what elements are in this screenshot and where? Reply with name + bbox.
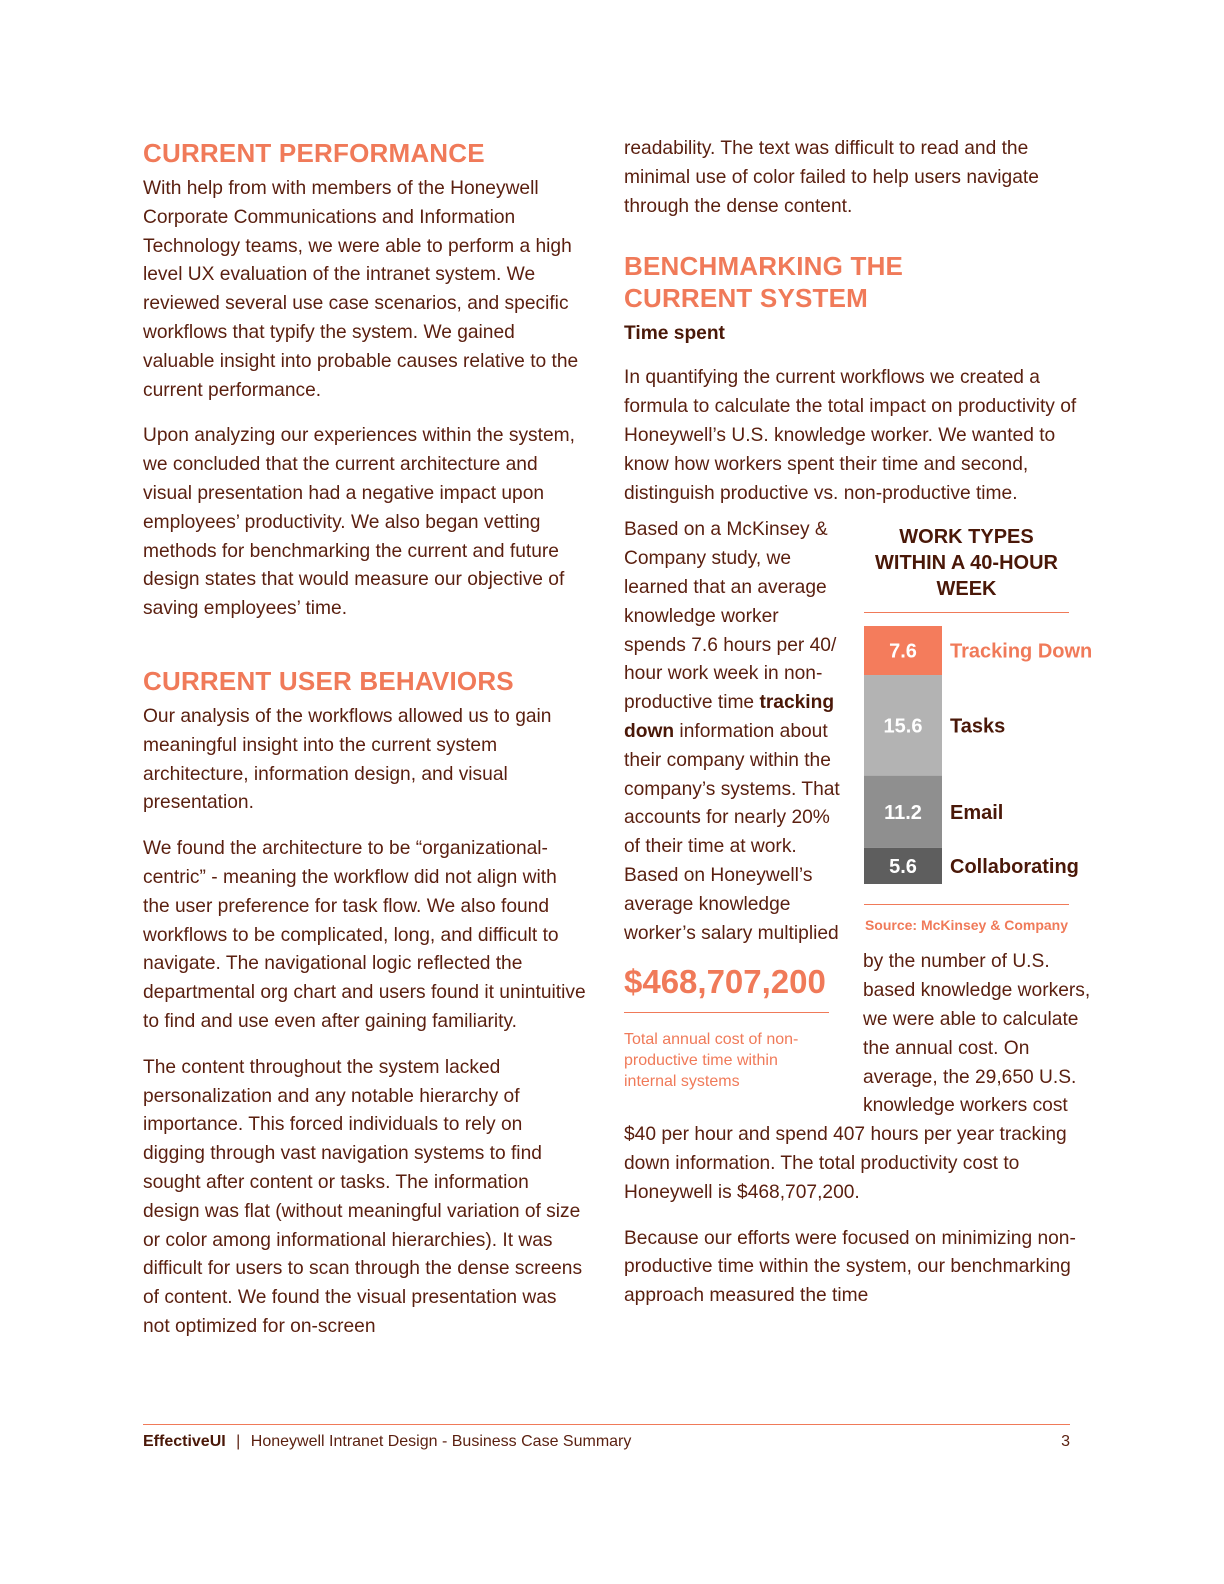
- mckinsey-flow-block: [624, 516, 1094, 1207]
- paragraph-quantifying: In quantifying the current workflows we created a formula to calculate the total impact on productivity of Honeywell’s U.S. knowledge worker. We wanted to know how workers spent their time and second, distinguish productive vs. non-productive time.: [624, 367, 1077, 504]
- page-footer: [143, 1424, 1070, 1451]
- heading-current-performance: CURRENT PERFORMANCE: [143, 138, 485, 168]
- work-types-chart: [864, 524, 1094, 933]
- paragraph-readability: readability. The text was difficult to read and the minimal use of color failed to help users navigate through the dense content.: [624, 138, 1039, 217]
- heading-benchmarking: BENCHMARKING THE CURRENT SYSTEM: [624, 251, 904, 314]
- footer-separator: |: [236, 1433, 241, 1450]
- mckinsey-text-b1: information about their company within the company’s systems. That accounts for nearly 20% of their time at work. Based on Honeywell’s average knowledge worker’s salary multiplied by the number of: [624, 720, 1013, 973]
- right-column: [624, 137, 1094, 1328]
- annual-cost-value: $468,707,200: [624, 962, 829, 1013]
- footer-page-number: 3: [1061, 1433, 1070, 1450]
- mckinsey-text-a: Based on a McKinsey & Company study, we learned that an average knowledge worker spends 7.6 hours per 40/ hour work week in non-productive time: [624, 519, 837, 714]
- annual-cost-callout: [624, 962, 829, 1092]
- paragraph-analysis: Upon analyzing our experiences within the system, we concluded that the current architecture and visual presentation had a negative impact upon employees’ productivity. We also began vetting methods for benchmarking the current and future design states that would measure our objective of saving employees’ time.: [143, 425, 575, 620]
- stacked-bar-svg: [864, 626, 1104, 886]
- chart-title: WORK TYPES WITHIN A 40-HOUR WEEK: [864, 524, 1069, 613]
- bar-category-label: Tracking Down: [950, 640, 1093, 663]
- paragraph-content: The content throughout the system lacked personalization and any notable hierarchy of importance. This forced individuals to rely on digging through vast navigation systems to find sought after content or tasks. The information design was flat (without meaningful variation of size or color among informational hierarchies). It was difficult for users to scan through the dense screens of content. We found the visual presentation was not optimized for on-screen: [143, 1056, 583, 1337]
- bar-value-label: 7.6: [889, 640, 917, 663]
- bar-value-label: 5.6: [889, 856, 917, 879]
- mckinsey-text-bold: tracking down: [624, 692, 835, 742]
- paragraph-minimizing: Because our efforts were focused on minimizing non-productive time within the system, our benchmarking approach measured the time: [624, 1227, 1076, 1307]
- paragraph-workflow-analysis: Our analysis of the workflows allowed us to gain meaningful insight into the current system architecture, information design, and visual presentation.: [143, 705, 552, 814]
- paragraph-architecture: We found the architecture to be “organizational-centric” - meaning the workflow did not align with the user preference for task flow. We also found workflows to be complicated, long, and difficult to navigate. The navigational logic reflected the departmental org chart and users found it unintuitive to find and use even after gaining familiarity.: [143, 838, 586, 1032]
- mckinsey-text-b2: U.S. based knowledge workers, we were able to calculate the annual cost. On average, the 29,650 U.S. knowledge workers cost $40 per hour and spend 407 hours per year tracking down information. The total productivity cost to Honeywell is $468,707,200.: [624, 951, 1091, 1203]
- bar-category-label: Email: [950, 802, 1004, 825]
- bar-value-label: 15.6: [883, 715, 923, 738]
- heading-current-user-behaviors: CURRENT USER BEHAVIORS: [143, 665, 514, 696]
- footer-brand: EffectiveUI: [143, 1433, 226, 1450]
- bar-category-label: Tasks: [950, 715, 1006, 738]
- annual-cost-caption: Total annual cost of non-productive time within internal systems: [624, 1031, 799, 1091]
- subheading-time-spent: Time spent: [624, 323, 725, 345]
- left-column: [143, 137, 588, 1359]
- bar-category-label: Collaborating: [950, 856, 1079, 879]
- paragraph-current-performance: With help from with members of the Honeywell Corporate Communications and Information Technology teams, we were able to perform a high level UX evaluation of the intranet system. We reviewed several use case scenarios, and specific workflows that typify the system. We gained valuable insight into probable causes relative to the current performance.: [143, 178, 579, 401]
- chart-bottom-rule: [864, 904, 1069, 905]
- bar-value-label: 11.2: [884, 802, 922, 825]
- chart-source: Source: McKinsey & Company: [864, 917, 1069, 934]
- footer-doc-title: Honeywell Intranet Design - Business Case Summary: [250, 1433, 632, 1450]
